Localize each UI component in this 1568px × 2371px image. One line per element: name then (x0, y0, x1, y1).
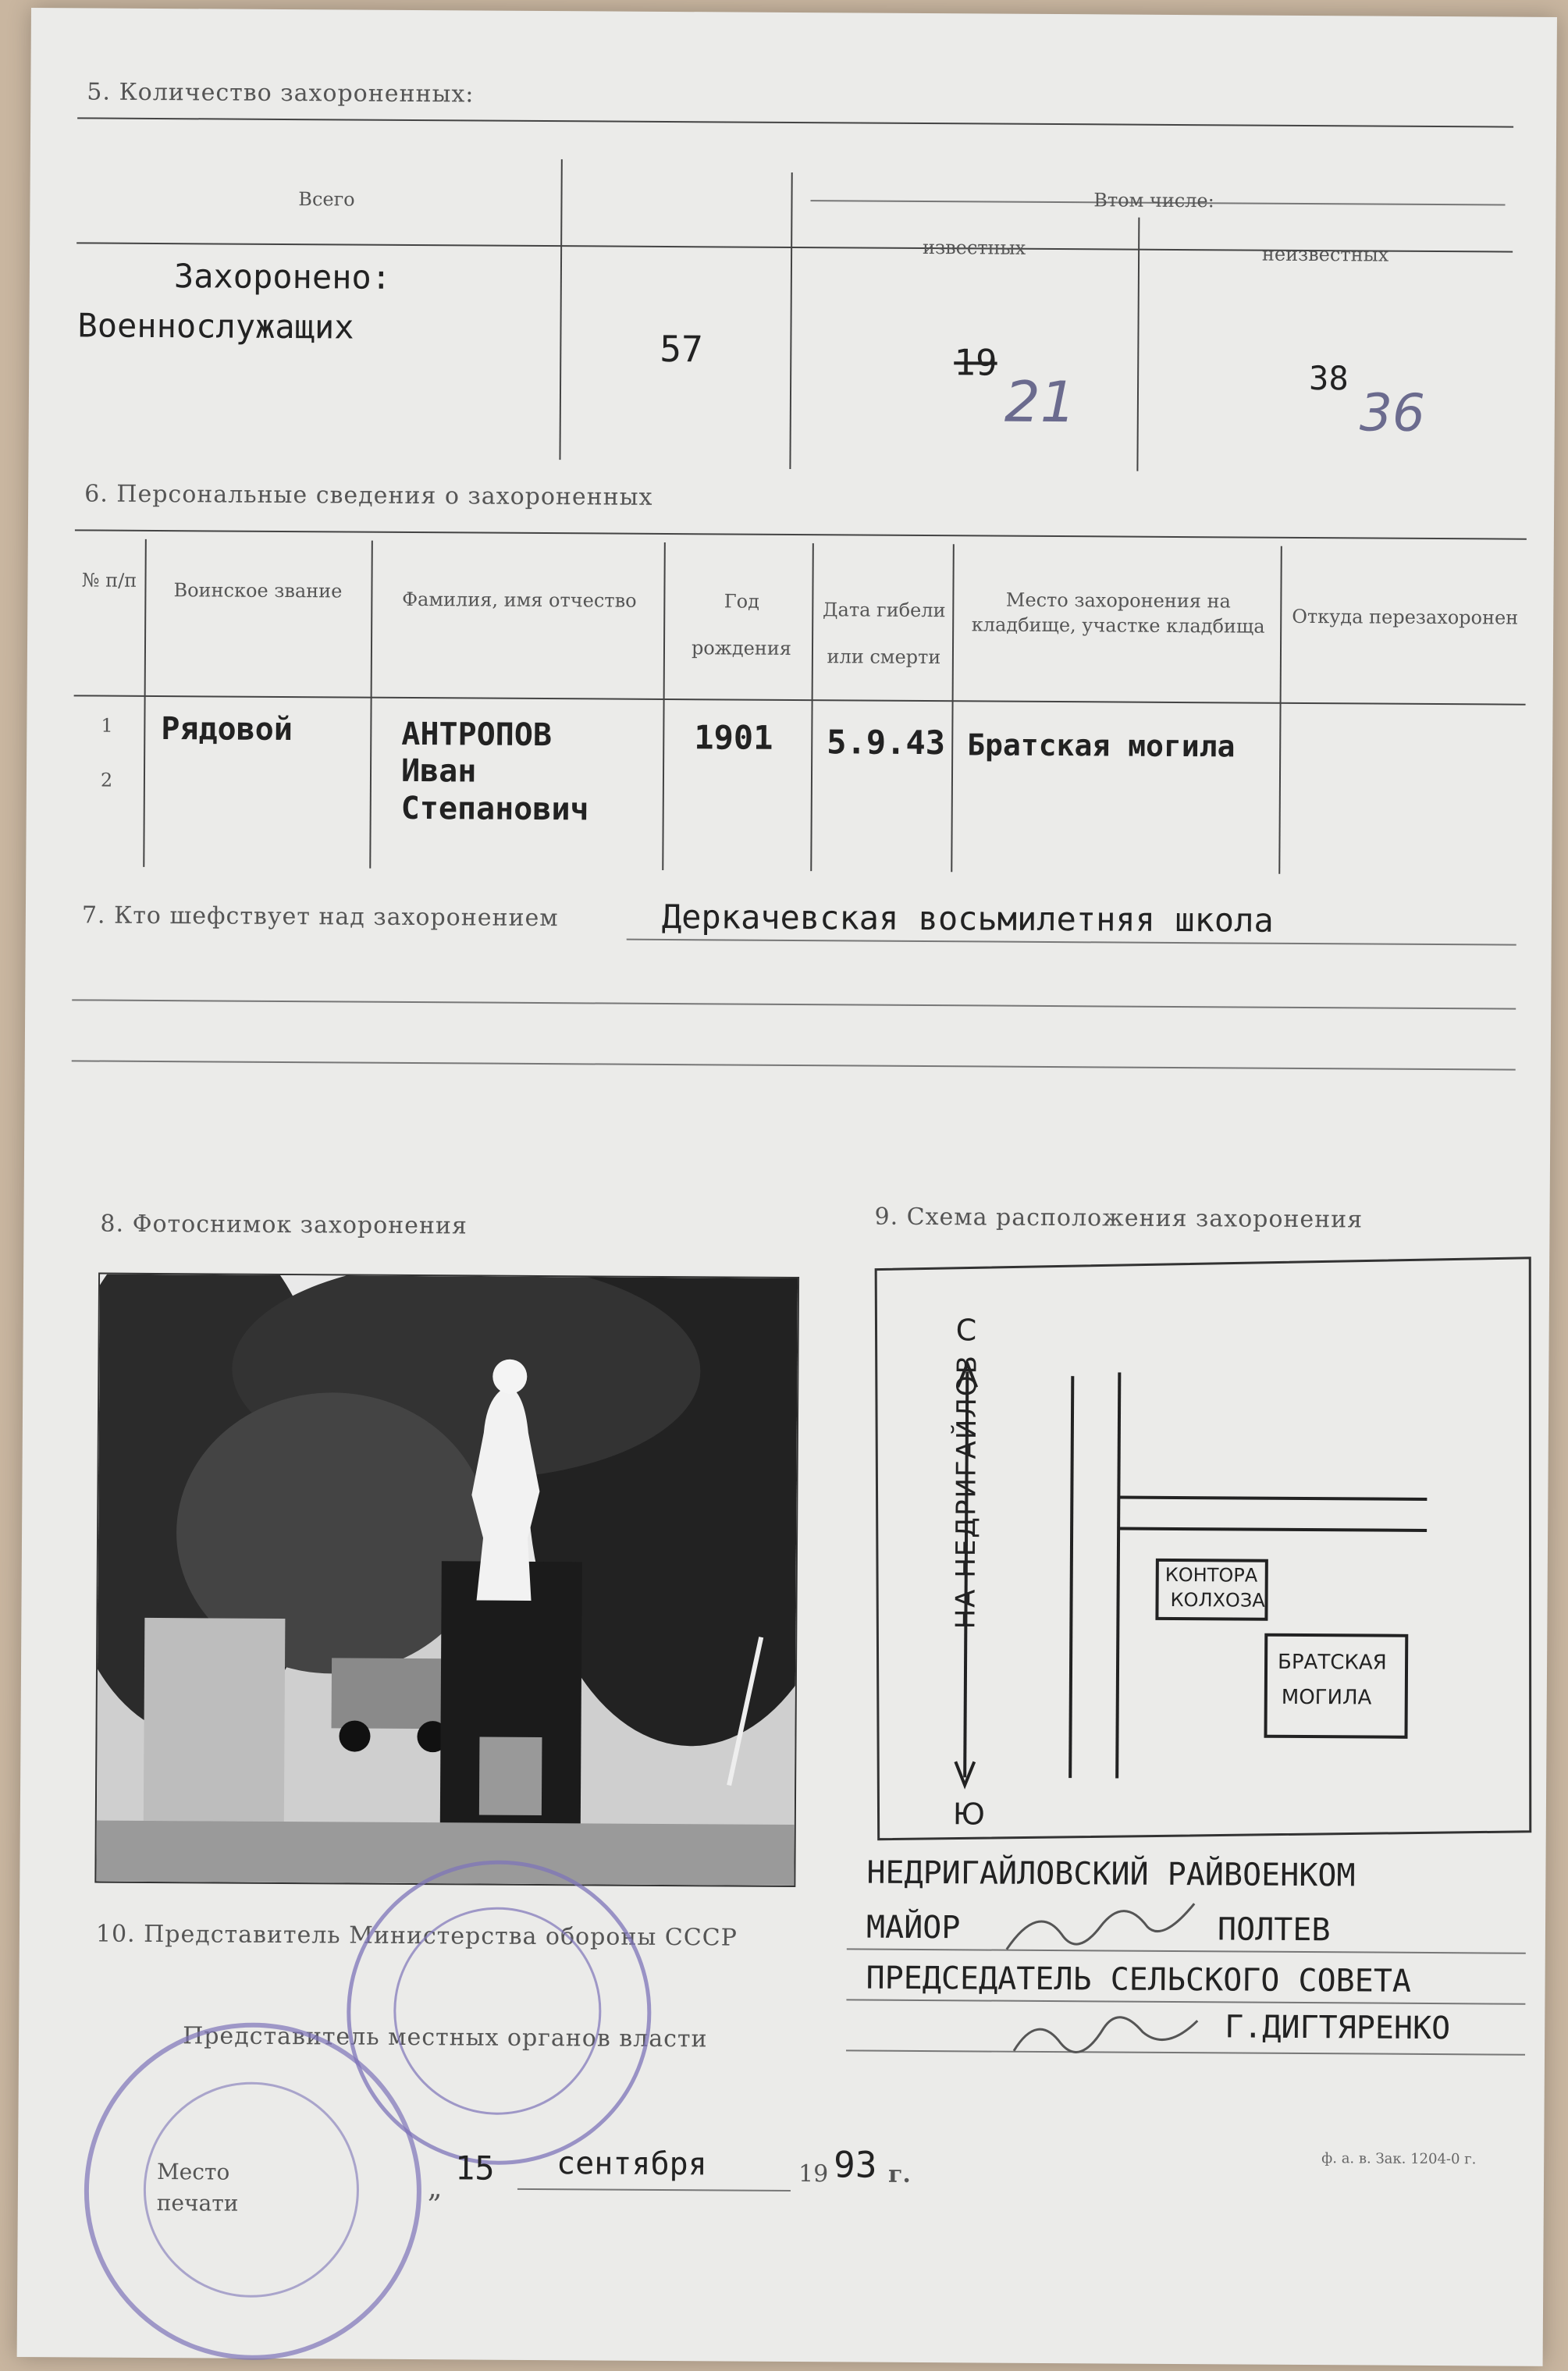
military-stamp-inner-ring (393, 1907, 603, 2116)
military-office-line: НЕДРИГАЙЛОВСКИЙ РАЙВОЕНКОМ (866, 1854, 1356, 1894)
blank-line-2 (72, 1060, 1516, 1070)
road-label: НА НЕДРИГАЙЛОВ (950, 1353, 983, 1630)
date-year-prefix: 19 (798, 2160, 829, 2188)
blank-line-1 (72, 999, 1516, 1009)
date-year: 93 (833, 2143, 877, 2186)
date-quote: „ (427, 2172, 443, 2205)
col-from-header: Откуда перезахоронен (1292, 605, 1519, 629)
local-office-line: ПРЕДСЕДАТЕЛЬ СЕЛЬСКОГО СОВЕТА (866, 1960, 1412, 2000)
date-suffix: г. (887, 2160, 911, 2188)
col-death-header: Дата гибели или смерти (822, 599, 946, 669)
known-count-handwritten: 21 (1004, 368, 1076, 435)
col-birth-header: Год рождения (691, 590, 792, 659)
burial-photo (94, 1273, 799, 1887)
table6-vline-1 (143, 539, 147, 867)
table6-vline-2 (369, 541, 373, 869)
soldier-surname: АНТРОПОВ (401, 716, 553, 754)
local-authority-label: Представитель местных органов власти (183, 2022, 708, 2053)
section8-title: 8. Фотоснимок захоронения (100, 1210, 468, 1240)
col-place-header: Место захоронения на кладбище, участке кладбища (971, 588, 1265, 638)
road-right-edge (1117, 1373, 1119, 1779)
row-num-1: 1 (101, 714, 113, 737)
unknown-count-handwritten: 36 (1359, 382, 1426, 443)
soldier-rank: Рядовой (161, 711, 293, 748)
side-road-bottom-edge (1118, 1529, 1427, 1530)
soldier-burial-place: Братская могила (967, 727, 1236, 764)
south-label: Ю (952, 1797, 986, 1832)
soldier-first-name: Иван (400, 752, 477, 790)
section6-title: 6. Персональные сведения о захороненных (84, 480, 653, 511)
north-label: С (955, 1313, 977, 1348)
grave-label-2: МОГИЛА (1281, 1685, 1372, 1710)
row-num-2: 2 (100, 769, 113, 791)
col-known-header: известных (922, 236, 1026, 259)
col-including-header: Втом числе: (1093, 189, 1214, 212)
table5-vline-3 (1136, 218, 1140, 471)
road-left-edge (1070, 1376, 1072, 1778)
col-total-header: Всего (298, 188, 355, 211)
grave-label-1: БРАТСКАЯ (1277, 1650, 1387, 1675)
side-road-top-edge (1118, 1498, 1427, 1499)
soldier-birth-year: 1901 (694, 718, 773, 757)
table6-top-line (75, 529, 1527, 539)
date-month-line (517, 2188, 791, 2191)
stamp-place-label-2: печати (156, 2190, 239, 2216)
patron-value: Деркачевская восьмилетняя школа (661, 897, 1274, 940)
date-day: 15 (454, 2149, 495, 2188)
section5-title: 5. Количество захороненных: (87, 78, 475, 108)
local-official-name: Г.ДИГТЯРЕНКО (1225, 2009, 1451, 2047)
local-council-stamp (84, 2021, 423, 2361)
office-label-2: КОЛХОЗА (1170, 1588, 1265, 1612)
table6-header-line (74, 695, 1526, 705)
table6-vline-3 (662, 542, 666, 870)
section7-title: 7. Кто шефствует над захоронением (81, 901, 559, 933)
soldier-death-date: 5.9.43 (827, 723, 946, 762)
col-rank-header: Воинское звание (173, 579, 343, 603)
row-label-buried: Захоронено: (173, 257, 392, 297)
form-page (17, 8, 1557, 2366)
row-label-servicemen: Военнослужащих (77, 306, 354, 347)
section9-title: 9. Схема расположения захоронения (874, 1203, 1364, 1234)
col-name-header: Фамилия, имя отчество (402, 588, 637, 612)
print-code: ф. а. в. Зак. 1204-0 г. (1321, 2150, 1477, 2168)
stamp-place-label-1: Место (156, 2159, 230, 2185)
military-officer-name: ПОЛТЕВ (1217, 1911, 1331, 1949)
patron-line (627, 939, 1516, 946)
table5-top-line (77, 117, 1513, 127)
known-count-typed: 19 (954, 341, 997, 384)
section10-title: 10. Представитель Министерства обороны СССР (95, 1920, 738, 1952)
table6-vline-4 (810, 543, 814, 871)
unknown-count-typed: 38 (1308, 359, 1349, 398)
col-num-header: № п/п (81, 569, 137, 592)
signatures (990, 1887, 1257, 2076)
table5-vline-2 (789, 172, 792, 469)
date-month: сентября (556, 2145, 707, 2183)
col-unknown-header: неизвестных (1261, 243, 1389, 266)
table5-vline-1 (559, 159, 562, 460)
monument-photo-image (96, 1274, 798, 1886)
table6-vline-6 (1278, 546, 1282, 874)
military-rank: МАЙОР (866, 1909, 961, 1946)
soldier-patronymic: Степанович (400, 790, 589, 828)
office-label-1: КОНТОРА (1164, 1563, 1258, 1587)
total-count: 57 (660, 327, 703, 371)
